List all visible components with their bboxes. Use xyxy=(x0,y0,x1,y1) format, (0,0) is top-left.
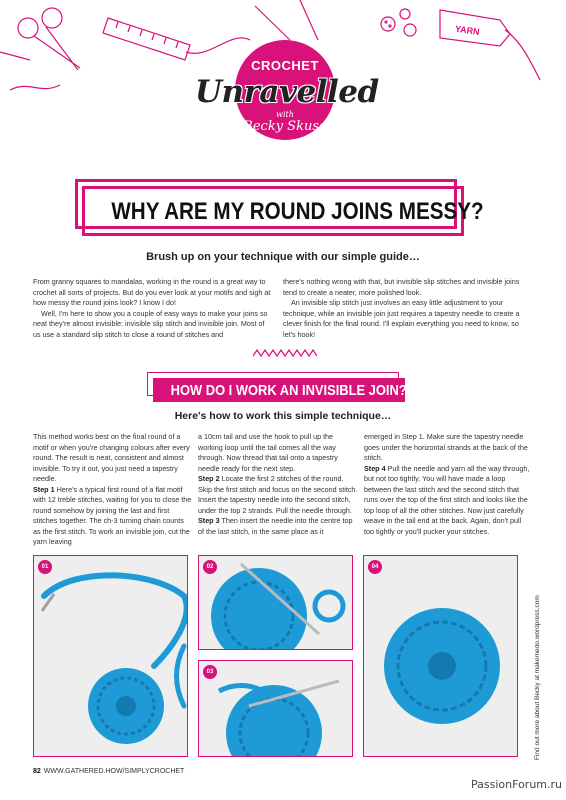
steps-column-2 xyxy=(198,432,358,537)
section-heading-bar xyxy=(153,378,405,402)
intro-column-2 xyxy=(283,277,529,340)
yarn-tag-icon xyxy=(440,10,540,80)
step-1-continued: a 10cm tail and use the hook to pull up the working loop until the tail comes all the way through. Now thread that tail onto a tapestry needle ready for the next step. xyxy=(198,432,338,473)
step-2-label: Step 2 xyxy=(198,474,220,483)
intro-paragraph: Well, I'm here to show you a couple of easy ways to make your joins so neat they're almost invisible: invisible slip stitch and invisible join. Most of us use a standard slip stitch to close a round of stitches and xyxy=(33,308,268,339)
watermark: PassionForum.ru xyxy=(471,778,562,791)
crochet-hook-icon xyxy=(255,0,318,40)
photo-number-badge: 03 xyxy=(203,665,217,679)
step-1-label: Step 1 xyxy=(33,484,55,494)
page-number: 82 xyxy=(33,768,41,775)
title-box xyxy=(82,186,484,236)
photo-number-badge: 02 xyxy=(203,560,217,574)
page-footer xyxy=(33,768,184,775)
logo-with: with xyxy=(276,110,294,119)
crochet-motif-illustration xyxy=(34,556,188,757)
intro-paragraph: An invisible slip stitch just involves an easy little adjustment to your technique, while an invisible join just requires a tapestry needle to create a clever finish for the final round. I'll explain everything you need to know, so let's hook! xyxy=(283,298,520,339)
column-logo xyxy=(195,40,379,170)
scissors-icon xyxy=(18,8,80,70)
logo-author: Becky Skuse xyxy=(243,119,327,134)
yarn-tag-label: YARN xyxy=(454,23,481,37)
finished-motif-illustration xyxy=(364,556,518,757)
step-4-text: Pull the needle and yarn all the way through, but not too tightly. You will have made a loop between the last stitch and the second stitch that runs over the top of the first stitch and looks like the top loop of all the other stitches. Now just carefully weave in the tail end at the back. Again, don't pull too tightly or you'll pucker your stitches. xyxy=(364,463,530,536)
footer-url[interactable]: WWW.GATHERED.HOW/SIMPLYCROCHET xyxy=(43,768,185,775)
zigzag-divider xyxy=(253,348,317,358)
photo-step-3 xyxy=(198,660,353,757)
section-subhead: Here's how to work this simple technique… xyxy=(174,410,392,422)
photo-number-badge: 04 xyxy=(368,560,382,574)
logo-crochet: CROCHET xyxy=(251,58,319,73)
step-1-text: Here's a typical first round of a flat motif with 12 treble stitches, waiting for you to close the round somehow by joining the last and first stitches together. The ch-3 turning chain counts as the first stitch. To work an invisible join, cut the yarn leaving xyxy=(33,484,192,546)
crochet-needle-illustration xyxy=(199,556,353,650)
step-3-label: Step 3 xyxy=(198,516,220,525)
page-subhead: Brush up on your technique with our simple guide… xyxy=(146,251,420,263)
step-4-label: Step 4 xyxy=(364,463,386,473)
steps-column-1 xyxy=(33,432,193,548)
intro-paragraph: From granny squares to mandalas, working in the round is a great way to crochet all sorts of projects. But do you ever look at your motifs and sigh at how messy the round joins look? I know I do! xyxy=(33,277,271,307)
photo-step-4 xyxy=(363,555,518,757)
logo-unravelled: Unravelled xyxy=(195,74,379,110)
steps-intro: This method works best on the final round of a motif or when you're changing colours after every round. The result is neat, consistent and almost invisible. To try it out, you just need a tapestry needle. xyxy=(33,432,190,483)
author-side-note: Find out more about Becky at makemedo.wordpress.com xyxy=(534,595,541,760)
step-3-text: Then insert the needle into the centre top of the last stitch, in the same place as it xyxy=(198,516,353,536)
photo-step-1 xyxy=(33,555,188,757)
intro-paragraph: there's nothing wrong with that, but invisible slip stitches and invisible joins tend to create a neater, more polished look. xyxy=(283,277,520,297)
buttons-icon xyxy=(381,9,416,36)
intro-column-1 xyxy=(33,277,273,340)
section-title: HOW DO I WORK AN INVISIBLE JOIN? xyxy=(170,382,407,399)
step-3-continued: emerged in Step 1. Make sure the tapestry needle goes under the horizontal strands at the back of the stitch. xyxy=(364,432,528,462)
needle-icon xyxy=(0,52,60,90)
photo-step-2 xyxy=(198,555,353,650)
photo-number-badge: 01 xyxy=(38,560,52,574)
step-2-text: Locate the first 2 stitches of the round. Skip the first stitch and focus on the second stitch. Insert the tapestry needle into the second stitch, under the top 2 strands. Pull the needle through. xyxy=(198,474,358,515)
page-title: WHY ARE MY ROUND JOINS MESSY? xyxy=(111,198,484,225)
steps-column-3 xyxy=(364,432,530,537)
crochet-needle-illustration xyxy=(199,661,353,757)
